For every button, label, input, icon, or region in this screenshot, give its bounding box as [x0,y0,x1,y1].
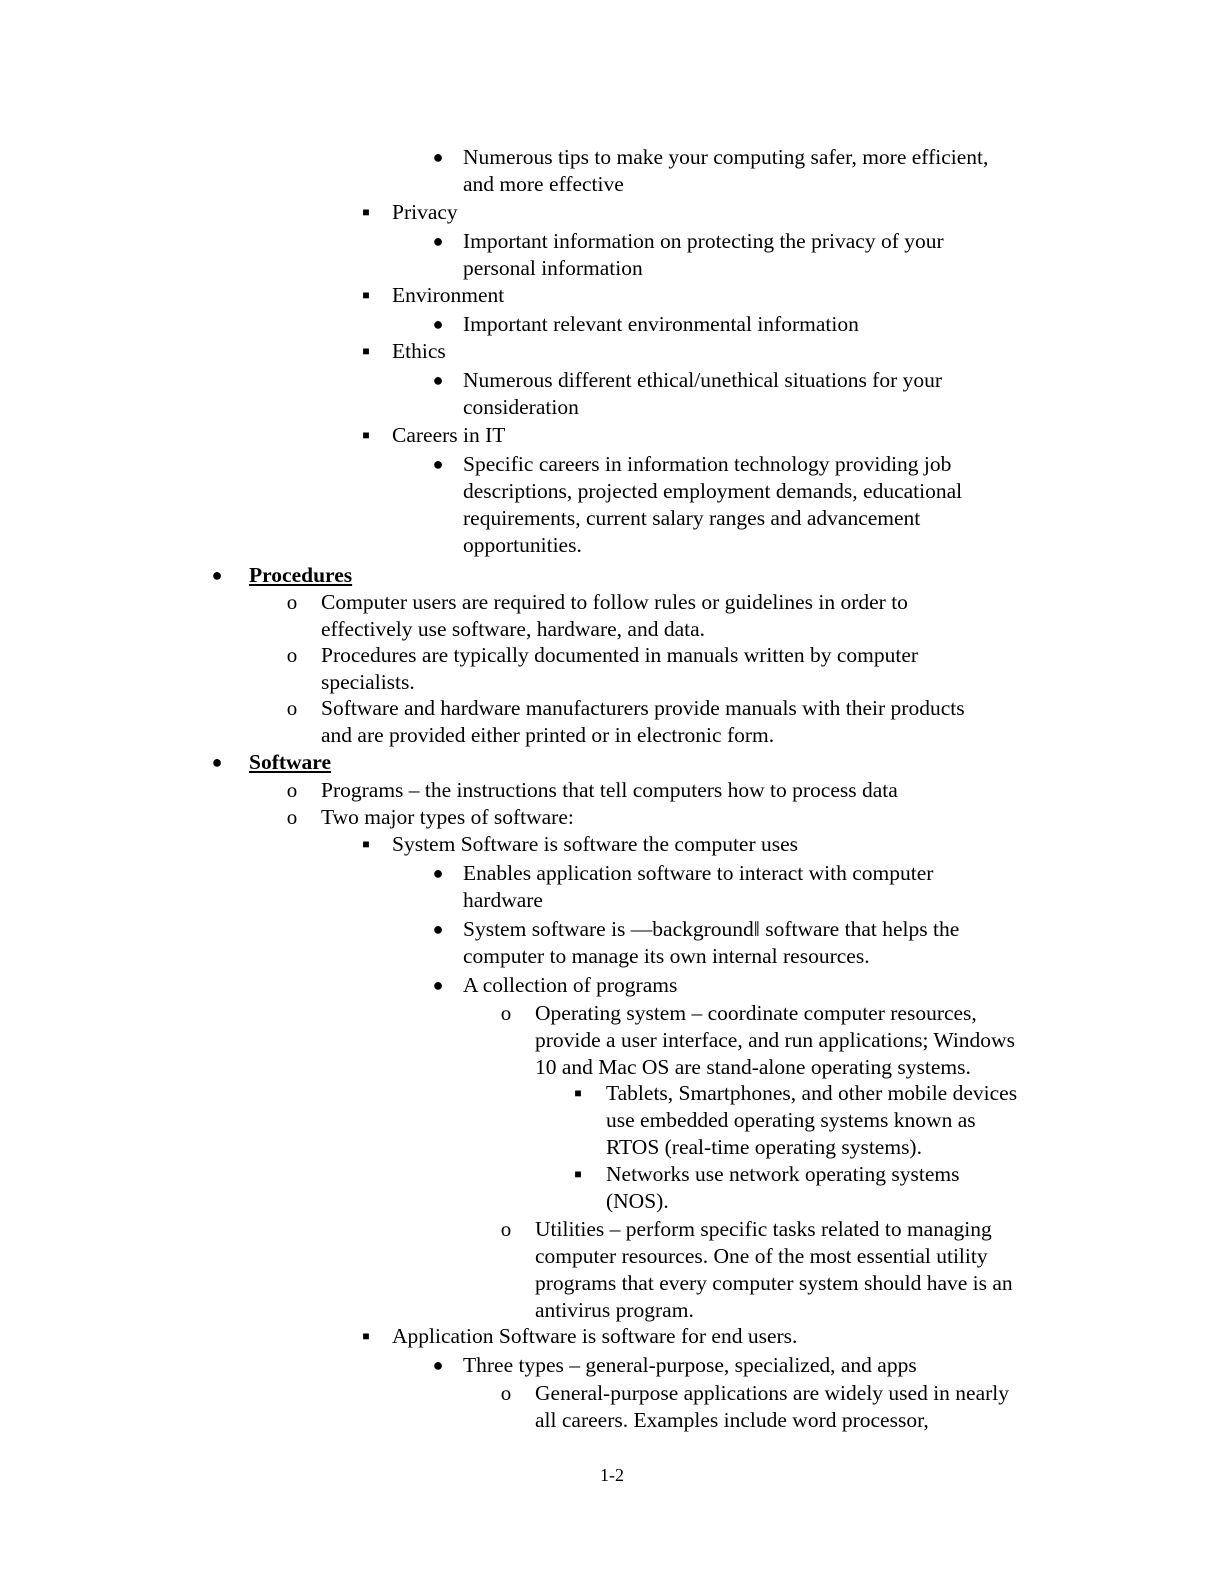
list-item-text: Ethics [392,339,446,363]
circle-bullet-icon: o [286,696,298,720]
square-bullet-icon: ■ [362,205,370,219]
section-heading-text: Procedures [249,563,353,587]
bullet-icon: ● [432,454,444,474]
list-item-text: Procedures are typically documented in manuals written by computer specialists. [321,643,919,694]
list-item-text: Enables application software to interact with computer hardware [463,861,934,912]
list-item-text: A collection of programs [463,973,678,997]
square-bullet-icon: ■ [362,344,370,358]
list-item-text: Careers in IT [392,423,506,447]
list-item-text: Tablets, Smartphones, and other mobile devices use embedded operating systems known as RTOS (real-time operating systems). [606,1081,1018,1159]
circle-bullet-icon: o [500,1381,512,1405]
bullet-icon: ● [432,231,444,251]
bullet-icon: ● [211,565,223,585]
list-item-text: Networks use network operating systems (NOS). [606,1162,960,1213]
list-item-text: Programs – the instructions that tell computers how to process data [321,778,898,802]
list-item-text: Important relevant environmental information [463,312,859,336]
square-bullet-icon: ■ [362,837,370,851]
square-bullet-icon: ■ [362,428,370,442]
circle-bullet-icon: o [500,1001,512,1025]
list-item-text: System software is ―background‖ software that helps the computer to manage its own internal resources. [463,917,960,968]
list-item-text: General-purpose applications are widely used in nearly all careers. Examples include word processor, [535,1381,1010,1432]
list-item-text: Privacy [392,200,458,224]
bullet-icon: ● [432,147,444,167]
list-item-text: Application Software is software for end users. [392,1324,798,1348]
bullet-icon: ● [432,370,444,390]
list-item-text: System Software is software the computer uses [392,832,799,856]
circle-bullet-icon: o [286,805,298,829]
bullet-icon: ● [432,863,444,883]
list-item-text: Two major types of software: [321,805,574,829]
list-item-text: Software and hardware manufacturers provide manuals with their products and are provided either printed or in electronic form. [321,696,965,747]
list-item-text: Operating system – coordinate computer resources, provide a user interface, and run applications; Windows 10 and Mac OS are stand-alone operating systems. [535,1001,1015,1079]
list-item-text: Environment [392,283,505,307]
circle-bullet-icon: o [286,590,298,614]
list-item-text: Three types – general-purpose, specialized, and apps [463,1353,917,1377]
square-bullet-icon: ■ [362,1329,370,1343]
list-item-text: Utilities – perform specific tasks related to managing computer resources. One of the most essential utility programs that every computer system should have is an antivirus program. [535,1217,1013,1322]
square-bullet-icon: ■ [574,1086,582,1100]
bullet-icon: ● [211,752,223,772]
square-bullet-icon: ■ [574,1167,582,1181]
circle-bullet-icon: o [286,778,298,802]
bullet-icon: ● [432,975,444,995]
list-item-text: Important information on protecting the privacy of your personal information [463,229,944,280]
bullet-icon: ● [432,314,444,334]
square-bullet-icon: ■ [362,288,370,302]
list-item-text: Specific careers in information technology providing job descriptions, projected employment demands, educational requirements, current salary ranges and advancement opportunities. [463,452,963,557]
page-number: 1-2 [600,1465,624,1485]
section-heading-text: Software [249,750,332,774]
list-item-text: Numerous tips to make your computing safer, more efficient, and more effective [463,145,989,196]
bullet-icon: ● [432,919,444,939]
circle-bullet-icon: o [286,643,298,667]
list-item-text: Computer users are required to follow rules or guidelines in order to effectively use software, hardware, and data. [321,590,908,641]
list-item-text: Numerous different ethical/unethical situations for your consideration [463,368,943,419]
bullet-icon: ● [432,1355,444,1375]
circle-bullet-icon: o [500,1217,512,1241]
